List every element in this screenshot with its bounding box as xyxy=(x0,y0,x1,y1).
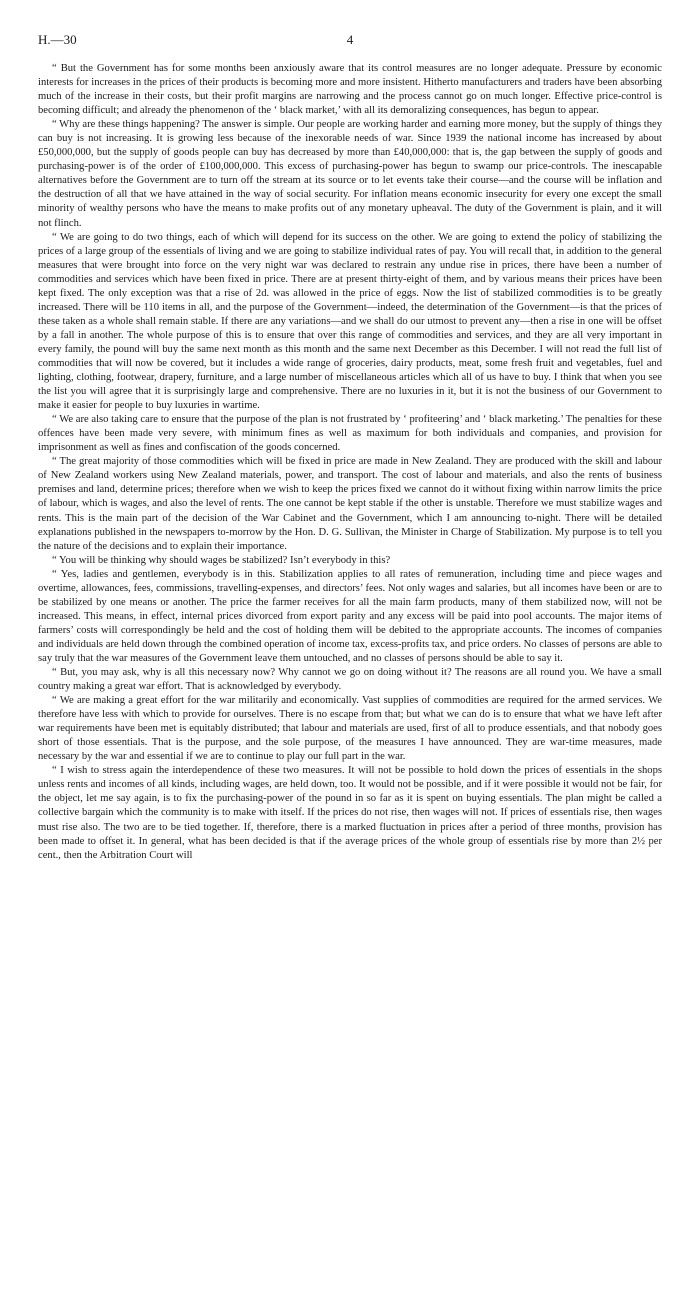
paragraph-7: “ Yes, ladies and gentlemen, everybody is in this. Stabilization applies to all rates of remuneration, including time and piece wages and overtime, allowances, fees, commissions, travelling-expenses, and directors’ fees. Not only wages and salaries, but all incomes have been or are to be stabilized by one means or another. The price the farmer receives for all the main farm products, many of them stabilized now, will not be increased. This means, in effect, internal prices divorced from export parity and any excess will be paid into pool accounts. The major items of farmers’ costs will correspondingly be held and the cost of holding them will be debited to the appropriate accounts. The incomes of companies and individuals are held down through the combined operation of income tax, excess-profits tax, and price orders. No classes of persons are able to say truly that the war measures of the Government leave them untouched, and no classes of persons should be able to say it. xyxy=(38,568,662,664)
page-header xyxy=(38,26,662,48)
paragraph-2: “ Why are these things happening? The answer is simple. Our people are working harder and earning more money, but the supply of things they can buy is not increasing. It is growing less because of the inexorable needs of war. Since 1939 the national income has increased by about £50,000,000, but the supply of goods people can buy has decreased by more than £40,000,000: that is, the gap between the supply of goods and purchasing-power is of the order of £100,000,000. This excess of purchasing-power has begun to swamp our price-controls. The inescapable alternatives before the Government are to turn off the stream at its source or to let events take their course—and the course will be inflation and the destruction of all that we have attained in the way of social security. For inflation means economic insecurity for every one except the small minority of wealthy persons who have the means to make profits out of any monetary upheaval. The duty of the Government is plain, and it will not flinch. xyxy=(38,119,662,229)
paragraph-10: “ I wish to stress again the interdependence of these two measures. It will not be possible to hold down the prices of essentials in the shops unless rents and incomes of all kinds, including wages, are held down, too. It would not be possible, and if it were possible it would not be fair, for the object, let me say again, is to fix the purchasing-power of the pound in so far as it is spent on buying essentials. The plan might be called a collective bargain which the community is to make with itself. If the prices do not rise, then wages will not. If prices of essentials rise, then wages must rise also. The two are to be tied together. If, therefore, there is a marked fluctuation in prices after a period of three months, provision has been made to offset it. In general, what has been decided is that if the average prices of the whole group of essentials rise by more than 2½ per cent., then the Arbitration Court will xyxy=(38,765,662,861)
paragraph-8: “ But, you may ask, why is all this necessary now? Why cannot we go on doing without it? The reasons are all round you. We have a small country making a great war effort. That is acknowledged by everybody. xyxy=(38,667,662,693)
paragraph-4: “ We are also taking care to ensure that the purpose of the plan is not frustrated by ‘ profiteering’ and ‘ black marketing.’ The penalties for these offences have been made very severe, with minimum fines as well as maximum for both individuals and companies, and provision for imprisonment as well as fines and confiscation of the goods concerned. xyxy=(38,414,662,454)
page-number: 4 xyxy=(346,32,354,47)
document-reference: H.—30 xyxy=(38,32,77,47)
paragraph-3: “ We are going to do two things, each of which will depend for its success on the other. We are going to extend the policy of stabilizing the prices of a large group of the essentials of living and we are going to stabilize individual rates of pay. You will recall that, in addition to the general measures that were brought into force on the very night war was declared to restrain any undue rise in prices, there have been a number of commodities and services which have been fixed in price. There are at present thirty-eight of them, and by various means their prices have been kept fixed. The only exception was that a rise of 2d. was allowed in the price of eggs. Now the list of stabilized commodities is to be greatly increased. There will be 110 items in all, and the purpose of the Government—indeed, the determination of the Government—is that the prices of these taken as a whole shall remain stable. If there are any variations—and we shall do our utmost to prevent any—then a rise in one will be offset by a fall in another. The whole purpose of this is to ensure that over this range of commodities and services, and they are all very important in every family, the pound will buy the same next month as this month and the same next December as this December. I will not read the full list of commodities that will now be covered, but it includes a wide range of groceries, dairy products, meat, some fresh fruit and vegetables, fuel and lighting, clothing, footwear, drapery, furniture, and a large number of miscellaneous articles which all of us have to buy. I think that when you see the list you will agree that it is surprisingly large and comprehensive. There are no luxuries in it, but it is not the business of our Government to make it easier for people to buy luxuries in wartime. xyxy=(38,231,662,412)
paragraph-6: “ You will be thinking why should wages be stabilized? Isn’t everybody in this? xyxy=(52,554,391,566)
paragraph-5: “ The great majority of those commodities which will be fixed in price are made in New Zealand. They are produced with the skill and labour of New Zealand workers using New Zealand materials, power, and transport. The cost of labour and materials, and also the rents of business premises and land, determine prices; therefore when we wish to keep the prices fixed we cannot do it without fixing within narrow limits the price of labour, which is wages, and also the level of rents. The one cannot be kept stable if the other is unstable. Therefore we must stabilize wages and rents. This is the main part of the decision of the War Cabinet and the Government, which I am announcing to-night. There will be detailed explanations published in the newspapers to-morrow by the Hon. D. G. Sullivan, the Minister in Charge of Stabilization. My purpose is to tell you the nature of the decisions and to explain their importance. xyxy=(38,456,662,552)
document-body xyxy=(38,62,662,863)
paragraph-1: “ But the Government has for some months been anxiously aware that its control measures are no longer adequate. Pressure by economic interests for increases in the prices of their products is becoming more and more insistent. Hitherto manufacturers and traders have been absorbing much of the increase in their costs, but their profit margins are narrowing and the process cannot go on much longer. Effective price-control is becoming difficult; and already the phenomenon of the ‘ black market,’ with all its demoralizing consequences, has begun to appear. xyxy=(38,63,662,117)
paragraph-9: “ We are making a great effort for the war militarily and economically. Vast supplies of commodities are required for the armed services. We therefore have less with which to provide for ourselves. There is no escape from that; but what we can do is to ensure that what we have left after war requirements have been met is equitably distributed; that labour and materials are used, first of all to produce essentials, and that nobody goes short of those essentials. That is the purpose, and the sole purpose, of the measures I have announced. They are war-time measures, made necessary by the war and essential if we are to continue to play our full part in the war. xyxy=(38,695,662,763)
